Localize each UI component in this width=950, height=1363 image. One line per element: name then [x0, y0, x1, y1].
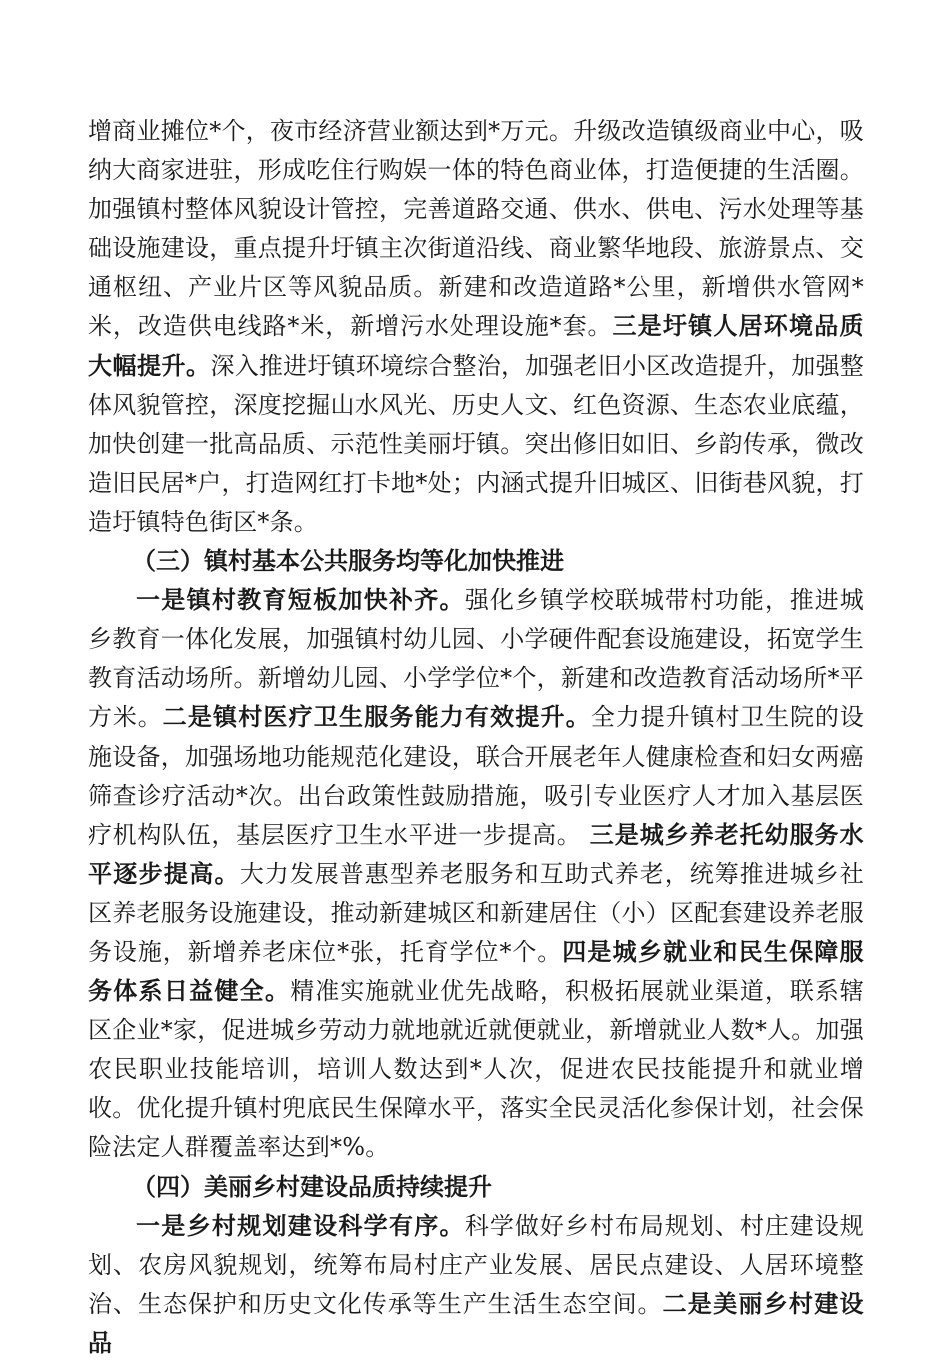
- text-run: 科学做好乡村布局规划、村庄建设规划、农房风貌规划，统筹布局村庄产业发展、居民点建设、人居环境整治、生态保护和历史文化传承等生产生活生态空间。: [88, 1211, 865, 1318]
- text-run: 强化乡镇学校联城带村功能，推进城乡教育一体化发展，加强镇村幼儿园、小学硬件配套设施建设，拓宽学生教育活动场所。新增幼儿园、小学学位*个，新建和改造教育活动场所*平方米。: [88, 586, 865, 732]
- text-run-bold: 一是镇村教育短板加快补齐。: [136, 586, 465, 615]
- text-run: 精准实施就业优先战略，积极拓展就业渠道，联系辖区企业*家，促进城乡劳动力就地就近就便就业，新增就业人数*人。加强农民职业技能培训，培训人数达到*人次，促进农民技能提升和就业增收。优化提升镇村兜底民生保障水平，落实全民灵活化参保计划，社会保险法定人群覆盖率达到*%。: [88, 977, 865, 1162]
- text-run: 大力发展普惠型养老服务和互助式养老，统筹推进城乡社区养老服务设施建设，推动新建城区和新建居住（小）区配套建设养老服务设施，新增养老床位*张，托育学位*个。: [88, 859, 865, 966]
- text-run: 增商业摊位*个，夜市经济营业额达到*万元。升级改造镇级商业中心，吸纳大商家进驻，形成吃住行购娱一体的特色商业体，打造便捷的生活圈。加强镇村整体风貌设计管控，完善道路交通、供水、供电、污水处理等基础设施建设，重点提升圩镇主次街道沿线、商业繁华地段、旅游景点、交通枢纽、产业片区等风貌品质。新建和改造道路*公里，新增供水管网*米，改造供电线路*米，新增污水处理设施*套。: [88, 117, 864, 341]
- text-run-bold: 三是城乡养老托幼服务水平逐步提高。: [88, 820, 865, 888]
- text-run-bold: 四是城乡就业和民生保障服务体系日益健全。: [88, 937, 865, 1006]
- section-heading-3: （三）镇村基本公共服务均等化加快推进: [132, 547, 564, 576]
- paragraph-rural-planning: [88, 1207, 864, 1363]
- section-heading-4: （四）美丽乡村建设品质持续提升: [132, 1172, 492, 1201]
- paragraph-public-services: [88, 581, 864, 1167]
- text-run: 深入推进圩镇环境综合整治，加强老旧小区改造提升，加强整体风貌管控，深度挖掘山水风光、历史人文、红色资源、生态农业底蕴，加快创建一批高品质、示范性美丽圩镇。突出修旧如旧、乡韵传承，微改造旧民居*户，打造网红打卡地*处；内涵式提升旧城区、旧街巷风貌，打造圩镇特色街区*条。: [88, 351, 864, 536]
- text-run-bold: 二是镇村医疗卫生服务能力有效提升。: [162, 703, 591, 732]
- text-run-bold: 三是圩镇人居环境品质大幅提升。: [88, 312, 864, 380]
- text-run-bold: 一是乡村规划建设科学有序。: [136, 1211, 465, 1240]
- text-run-bold: 二是美丽乡村建设品: [88, 1289, 864, 1357]
- paragraph-commerce-environment: [88, 112, 864, 542]
- text-run: 全力提升镇村卫生院的设施设备，加强场地功能规范化建设，联合开展老年人健康检查和妇女两癌筛查诊疗活动*次。出台政策性鼓励措施，吸引专业医疗人才加入基层医疗机构队伍，基层医疗卫生水平进一步提高。: [88, 703, 865, 849]
